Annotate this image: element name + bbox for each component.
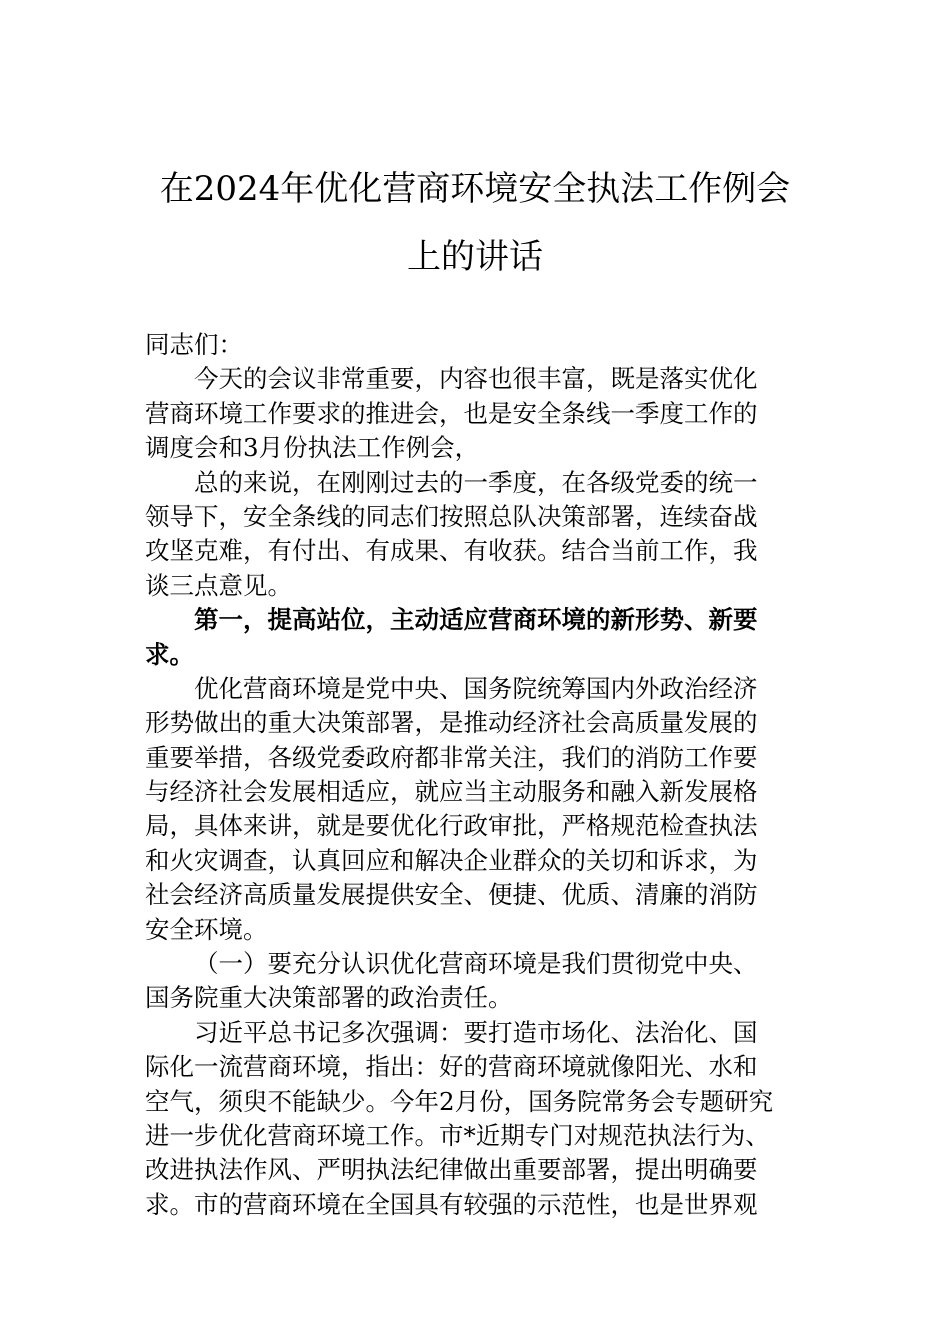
- section-heading-line: 求。: [145, 639, 194, 669]
- body-line: 习近平总书记多次强调：要打造市场化、法治化、国: [194, 1017, 758, 1047]
- body-line: 谈三点意见。: [145, 570, 292, 600]
- body-line: 形势做出的重大决策部署，是推动经济社会高质量发展的: [145, 708, 758, 738]
- body-line: 重要举措，各级党委政府都非常关注，我们的消防工作要: [145, 742, 758, 772]
- body-line: 优化营商环境是党中央、国务院统筹国内外政治经济: [194, 673, 758, 703]
- body-line: 和火灾调查，认真回应和解决企业群众的关切和诉求，为: [145, 845, 758, 875]
- subsection-heading-line: （一）要充分认识优化营商环境是我们贯彻党中央、: [194, 949, 758, 979]
- document-title-line-2: 上的讲话: [407, 237, 543, 277]
- body-line: 今天的会议非常重要，内容也很丰富，既是落实优化: [194, 364, 758, 394]
- body-line: 调度会和3月份执法工作例会，: [145, 433, 480, 463]
- body-line: 社会经济高质量发展提供安全、便捷、优质、清廉的消防: [145, 880, 758, 910]
- body-line: 安全环境。: [145, 914, 268, 944]
- body-line: 局，具体来讲，就是要优化行政审批，严格规范检查执法: [145, 811, 758, 841]
- document-title-line-1: 在2024年优化营商环境安全执法工作例会: [159, 169, 791, 209]
- body-line: 总的来说，在刚刚过去的一季度，在各级党委的统一: [194, 467, 758, 497]
- body-line: 空气，须臾不能缺少。今年2月份，国务院常务会专题研究: [145, 1086, 774, 1116]
- subsection-heading-line: 国务院重大决策部署的政治责任。: [145, 983, 513, 1013]
- body-line: 攻坚克难，有付出、有成果、有收获。结合当前工作，我: [145, 536, 758, 566]
- body-line: 际化一流营商环境，指出：好的营商环境就像阳光、水和: [145, 1052, 758, 1082]
- body-line: 同志们：: [145, 330, 243, 359]
- body-line: 改进执法作风、严明执法纪律做出重要部署，提出明确要: [145, 1155, 758, 1185]
- body-line: 与经济社会发展相适应，就应当主动服务和融入新发展格: [145, 777, 758, 807]
- document-body: [145, 328, 815, 1222]
- body-line: 进一步优化营商环境工作。市*近期专门对规范执法行为、: [145, 1120, 770, 1150]
- section-heading-line: 第一，提高站位，主动适应营商环境的新形势、新要: [194, 605, 758, 635]
- body-line: 求。市的营商环境在全国具有较强的示范性，也是世界观: [145, 1189, 758, 1219]
- body-line: 营商环境工作要求的推进会，也是安全条线一季度工作的: [145, 398, 758, 428]
- body-line: 领导下，安全条线的同志们按照总队决策部署，连续奋战: [145, 501, 758, 531]
